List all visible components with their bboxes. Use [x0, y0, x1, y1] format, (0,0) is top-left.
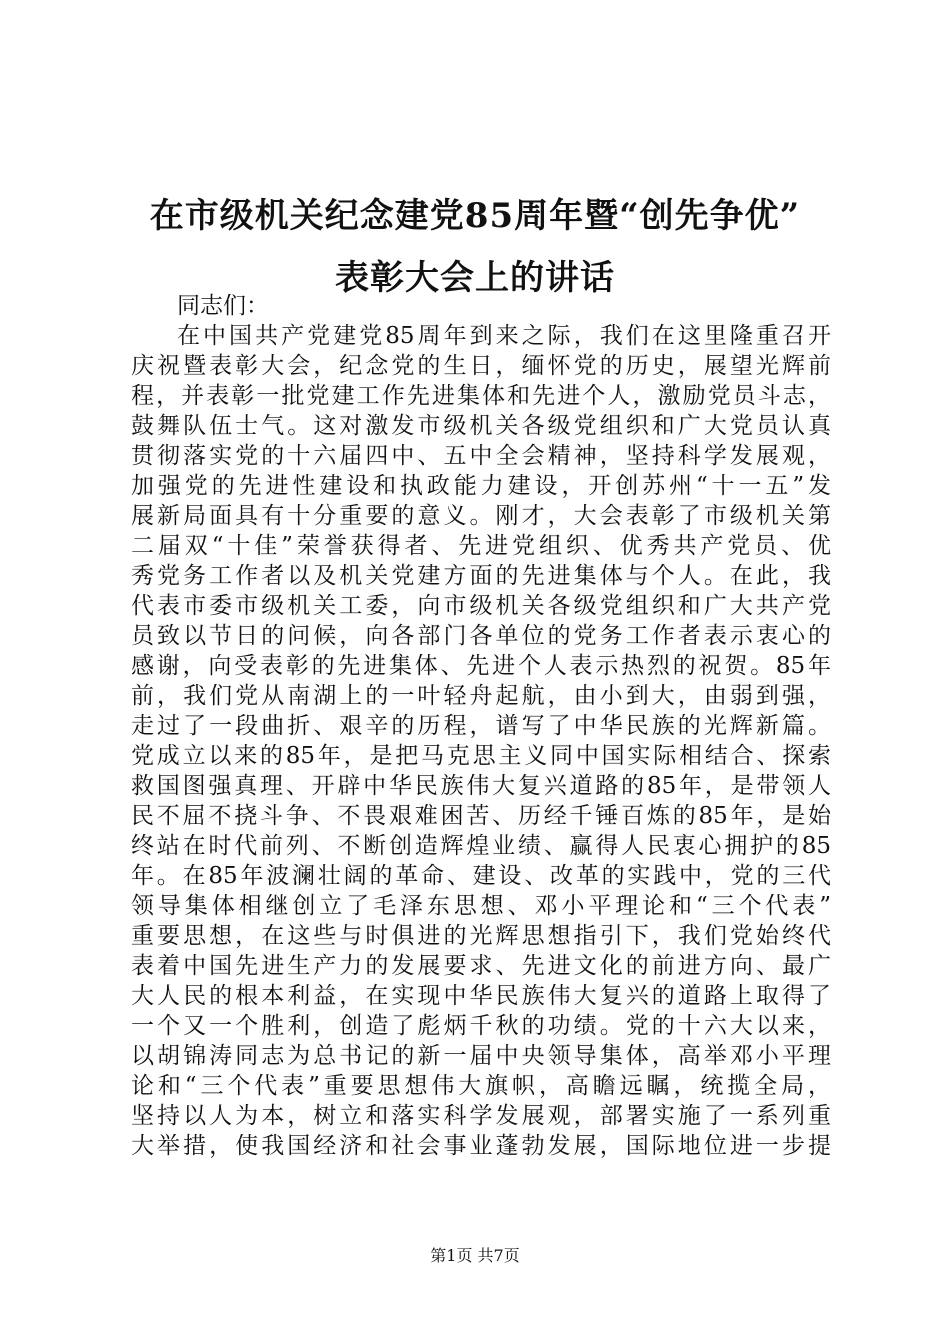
body-line: 加强党的先进性建设和执政能力建设，开创苏州“十一五”发: [131, 473, 831, 499]
body-line: 年。在85年波澜壮阔的革命、建设、改革的实践中，党的三代: [131, 863, 831, 889]
salutation: 同志们：: [177, 293, 269, 319]
body-line: 展新局面具有十分重要的意义。刚才，大会表彰了市级机关第: [131, 503, 831, 529]
body-line: 一个又一个胜利，创造了彪炳千秋的功绩。党的十六大以来，: [131, 1013, 831, 1039]
document-body: [131, 291, 831, 1161]
body-line: 大举措，使我国经济和社会事业蓬勃发展，国际地位进一步提: [131, 1133, 831, 1159]
body-line: 前，我们党从南湖上的一叶轻舟起航，由小到大，由弱到强，: [131, 683, 831, 709]
body-line: 民不屈不挠斗争、不畏艰难困苦、历经千锤百炼的85年，是始: [131, 803, 831, 829]
body-line: 庆祝暨表彰大会，纪念党的生日，缅怀党的历史，展望光辉前: [131, 353, 831, 379]
body-line: 鼓舞队伍士气。这对激发市级机关各级党组织和广大党员认真: [131, 413, 831, 439]
page-number-footer: 第1页 共7页: [430, 1246, 520, 1265]
body-line: 领导集体相继创立了毛泽东思想、邓小平理论和“三个代表”: [131, 893, 831, 919]
body-line: 二届双“十佳”荣誉获得者、先进党组织、优秀共产党员、优: [131, 533, 831, 559]
body-line: 救国图强真理、开辟中华民族伟大复兴道路的85年，是带领人: [131, 773, 831, 799]
body-line: 在中国共产党建党85周年到来之际，我们在这里隆重召开: [177, 323, 831, 349]
body-line: 坚持以人为本，树立和落实科学发展观，部署实施了一系列重: [131, 1103, 831, 1129]
document-title-line-1: 在市级机关纪念建党85周年暨“创先争优”: [149, 196, 801, 236]
body-line: 表着中国先进生产力的发展要求、先进文化的前进方向、最广: [131, 953, 831, 979]
document-title-line-2: 表彰大会上的讲话: [335, 258, 615, 298]
body-line: 员致以节日的问候，向各部门各单位的党务工作者表示衷心的: [131, 623, 831, 649]
body-line: 感谢，向受表彰的先进集体、先进个人表示热烈的祝贺。85年: [131, 653, 831, 679]
body-line: 以胡锦涛同志为总书记的新一届中央领导集体，高举邓小平理: [131, 1043, 831, 1069]
body-line: 大人民的根本利益，在实现中华民族伟大复兴的道路上取得了: [131, 983, 831, 1009]
body-line: 程，并表彰一批党建工作先进集体和先进个人，激励党员斗志，: [131, 383, 831, 409]
body-line: 代表市委市级机关工委，向市级机关各级党组织和广大共产党: [131, 593, 831, 619]
body-line: 终站在时代前列、不断创造辉煌业绩、赢得人民衷心拥护的85: [131, 833, 831, 859]
body-line: 走过了一段曲折、艰辛的历程，谱写了中华民族的光辉新篇。: [131, 713, 831, 739]
body-line: 贯彻落实党的十六届四中、五中全会精神，坚持科学发展观，: [131, 443, 831, 469]
body-line: 重要思想，在这些与时俱进的光辉思想指引下，我们党始终代: [131, 923, 831, 949]
body-line: 论和“三个代表”重要思想伟大旗帜，高瞻远瞩，统揽全局，: [131, 1073, 831, 1099]
body-line: 党成立以来的85年，是把马克思主义同中国实际相结合、探索: [131, 743, 831, 769]
body-line: 秀党务工作者以及机关党建方面的先进集体与个人。在此，我: [131, 563, 831, 589]
